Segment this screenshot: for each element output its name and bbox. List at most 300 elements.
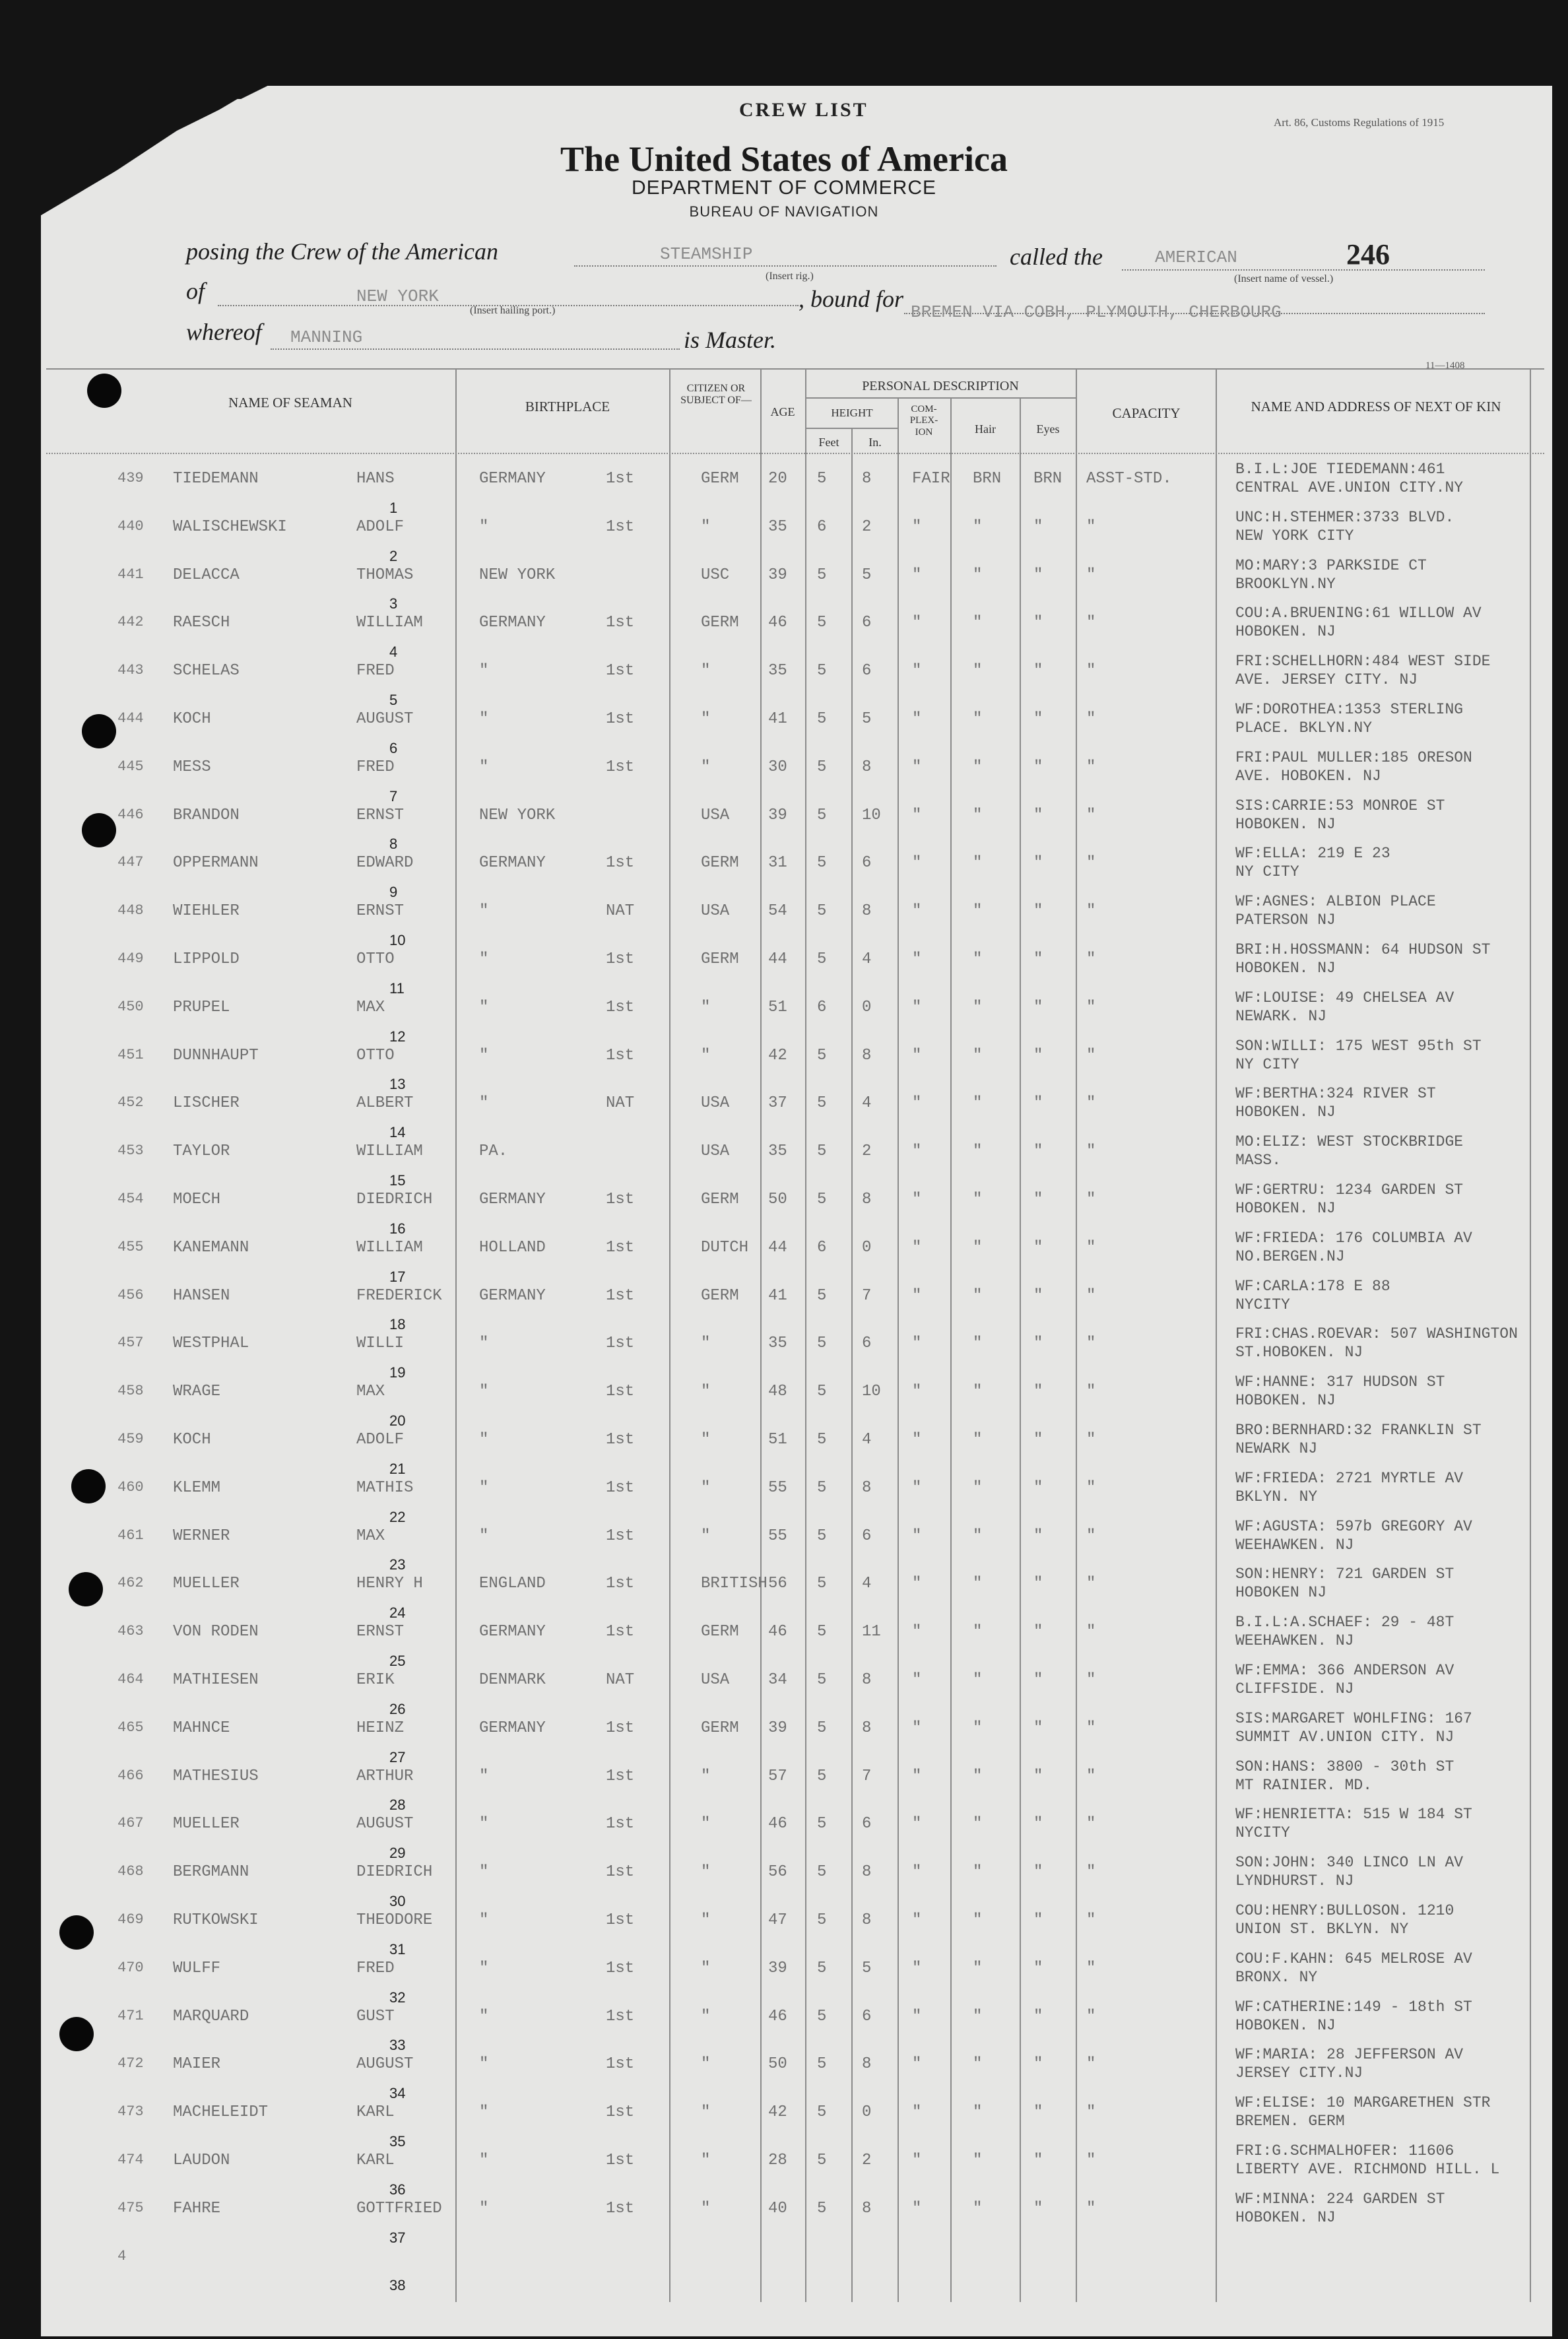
cell-hair: " [973,902,983,921]
cell-cap: " [1086,1191,1096,1208]
col-name-header: NAME OF SEAMAN [228,395,352,411]
cell-kin2: CENTRAL AVE.UNION CITY.NY [1235,479,1464,496]
cell-kin2: NO.BERGEN.NJ [1235,1247,1345,1265]
table-row [0,787,1568,846]
cell-age: 50 [768,2055,787,2074]
cell-kin2: WEEHAWKEN. NJ [1235,1536,1354,1554]
cell-cap: " [1086,1286,1096,1305]
cell-age: 46 [768,2007,787,2026]
cell-birth: " [479,2152,489,2169]
cell-kin1: SON:WILLI: 175 WEST 95th ST [1235,1037,1482,1055]
cell-kin2: NYCITY [1235,1296,1290,1313]
rig-value: STEAMSHIP [660,244,753,264]
cell-eyes: " [1033,566,1043,584]
cell-age: 31 [768,854,787,873]
cell-first: HENRY H [356,1575,423,1593]
cell-cap: " [1086,1383,1096,1401]
cell-cit: GERM [701,614,739,632]
cell-birth: GERMANY [479,470,546,488]
cell-in: 8 [862,1671,872,1689]
cell-comp: " [912,2055,922,2074]
crew-list-label: CREW LIST [739,99,868,121]
cell-last: MARQUARD [173,2007,249,2026]
cell-age: 42 [768,1046,787,1065]
cell-kin1: WF:AGNES: ALBION PLACE [1235,893,1436,911]
cell-kin1: FRI:G.SCHMALHOFER: 11606 [1235,2142,1454,2159]
cell-last: TIEDEMANN [173,470,259,488]
table-row [0,595,1568,653]
cell-cit: DUTCH [701,1238,749,1257]
table-row [0,692,1568,750]
cell-eyes: " [1033,1767,1043,1785]
cell-cls: 1st [606,710,635,728]
cell-hair: " [973,1142,983,1161]
cell-last: VON RODEN [173,1623,259,1641]
bound-for-label: , bound for [799,286,904,312]
table-row [0,2085,1568,2143]
cell-last: MATHIESEN [173,1671,259,1689]
cell-comp: " [912,1671,922,1689]
cell-in: 8 [862,1719,872,1737]
col-height-header: HEIGHT [831,407,873,419]
cell-cit: " [701,2152,711,2169]
cell-in: 8 [862,2199,872,2218]
cell-comp: " [912,1863,922,1882]
cell-cap: " [1086,1094,1096,1113]
cell-kin1: BRO:BERNHARD:32 FRANKLIN ST [1235,1422,1482,1439]
col-feet-header: Feet [818,436,839,449]
cell-kin1: WF:HENRIETTA: 515 W 184 ST [1235,1806,1472,1824]
cell-cls: 1st [606,1815,635,1833]
cell-kin2: JERSEY CITY.NJ [1235,2064,1363,2082]
cell-eyes: " [1033,1863,1043,1882]
cell-last: BERGMANN [173,1863,249,1882]
table-header-rule [46,453,1544,454]
cell-cit: " [701,2103,711,2122]
cell-ft: 5 [817,2199,827,2218]
cell-line-no: 452 [117,1094,144,1111]
cell-first: ADOLF [356,517,405,536]
cell-cls: 1st [606,1286,635,1305]
cell-slot: 25 [389,1653,406,1669]
cell-cit: GERM [701,1719,739,1737]
cell-last: MAIER [173,2055,221,2074]
cell-comp: " [912,1767,922,1785]
table-row [0,1940,1568,1999]
composing-label: posing the Crew of the American [186,238,498,265]
cell-cap: " [1086,614,1096,632]
cell-cls: 1st [606,1527,635,1545]
cell-line-no: 464 [117,1671,144,1688]
cell-in: 8 [862,758,872,776]
cell-birth: " [479,1815,489,1833]
table-row [0,1220,1568,1278]
cell-hair: " [973,710,983,728]
cell-eyes: " [1033,2055,1043,2074]
cell-age: 57 [768,1767,787,1785]
cell-age: 41 [768,1286,787,1305]
cell-first: DIEDRICH [356,1191,433,1208]
table-row [0,499,1568,558]
cell-comp: " [912,1383,922,1401]
cell-birth: ENGLAND [479,1575,546,1593]
cell-hair: " [973,1046,983,1065]
cell-eyes: " [1033,1046,1043,1065]
cell-eyes: " [1033,950,1043,968]
cell-slot: 3 [389,595,398,612]
cell-eyes: " [1033,1575,1043,1593]
cell-slot: 9 [389,884,398,901]
cell-kin2: LIBERTY AVE. RICHMOND HILL. L [1235,2161,1500,2178]
cell-cit: " [701,662,711,680]
cell-kin2: MT RAINIER. MD. [1235,1776,1373,1794]
cell-birth: " [479,710,489,728]
cell-kin2: HOBOKEN. NJ [1235,815,1336,833]
cell-comp: " [912,998,922,1016]
regulation-note: Art. 86, Customs Regulations of 1915 [1274,116,1445,129]
table-row [0,2037,1568,2095]
table-row [0,1076,1568,1134]
cell-in: 6 [862,854,872,873]
cell-hair: " [973,998,983,1016]
cell-ft: 5 [817,1046,827,1065]
cell-cls: 1st [606,1334,635,1353]
cell-ft: 5 [817,614,827,632]
cell-birth: GERMANY [479,1286,546,1305]
cell-age: 42 [768,2103,787,2122]
table-row [0,1460,1568,1519]
cell-slot: 35 [389,2133,406,2150]
cell-slot: 10 [389,932,406,948]
master-rule [271,348,680,350]
cell-cls: 1st [606,758,635,776]
col-citizen-header: CITIZEN OR SUBJECT OF— [680,383,752,407]
cell-in: 8 [862,1863,872,1882]
cell-line-no: 451 [117,1046,144,1063]
cell-line-no: 448 [117,902,144,919]
cell-comp: " [912,1959,922,1977]
cell-eyes: " [1033,1191,1043,1208]
cell-last: RAESCH [173,614,230,632]
cell-comp: " [912,806,922,824]
cell-last: BRANDON [173,806,240,824]
cell-in: 8 [862,1478,872,1497]
cell-cap: " [1086,1527,1096,1545]
cell-first: DIEDRICH [356,1863,433,1882]
cell-line-no: 462 [117,1575,144,1592]
cell-age: 35 [768,517,787,536]
cell-cls: 1st [606,1959,635,1977]
cell-eyes: " [1033,614,1043,632]
cell-kin2: AVE. HOBOKEN. NJ [1235,767,1381,785]
cell-kin1: SIS:MARGARET WOHLFING: 167 [1235,1709,1472,1727]
cell-kin2: HOBOKEN. NJ [1235,1104,1336,1121]
cell-hair: " [973,1671,983,1689]
cell-kin2: HOBOKEN. NJ [1235,2208,1336,2226]
cell-age: 35 [768,662,787,680]
cell-in: 8 [862,1911,872,1929]
cell-first: WILLIAM [356,1142,423,1161]
cell-first: MAX [356,1527,385,1545]
cell-ft: 5 [817,1191,827,1208]
cell-kin1: WF:GERTRU: 1234 GARDEN ST [1235,1181,1464,1199]
cell-birth: " [479,2103,489,2122]
table-row [0,1028,1568,1086]
cell-ft: 5 [817,1719,827,1737]
cell-first: GOTTFRIED [356,2199,442,2218]
cell-slot: 7 [389,787,398,805]
cell-line-no: 441 [117,566,144,583]
cell-eyes: " [1033,1431,1043,1449]
cell-last: DELACCA [173,566,240,584]
cell-line-no: 457 [117,1334,144,1352]
cell-slot: 1 [389,499,398,516]
cell-cit: USA [701,902,730,921]
cell-birth: " [479,1046,489,1065]
cell-line-no: 444 [117,710,144,727]
cell-cit: " [701,2007,711,2026]
cell-birth: DENMARK [479,1671,546,1689]
cell-cit: " [701,998,711,1016]
cell-kin2: BRONX. NY [1235,1968,1318,1986]
cell-ft: 5 [817,2103,827,2122]
cell-hair: " [973,950,983,968]
cell-cap: " [1086,1719,1096,1737]
cell-kin1: WF:BERTHA:324 RIVER ST [1235,1085,1436,1103]
table-row [0,1172,1568,1230]
cell-first: WILLIAM [356,614,423,632]
cell-cls: 1st [606,1478,635,1497]
table-row [0,1748,1568,1807]
cell-comp: " [912,2103,922,2122]
cell-cap: ASST-STD. [1086,470,1172,488]
cell-line-no: 461 [117,1527,144,1544]
cell-line-no: 470 [117,1959,144,1976]
cell-birth: " [479,998,489,1016]
cell-last: LISCHER [173,1094,240,1113]
cell-kin1: WF:HANNE: 317 HUDSON ST [1235,1373,1445,1391]
cell-age: 34 [768,1671,787,1689]
vessel-rule [1122,269,1485,271]
table-row [0,462,1568,510]
cell-comp: " [912,2152,922,2169]
cell-cls: 1st [606,1383,635,1401]
cell-ft: 5 [817,1911,827,1929]
cell-hair: " [973,1238,983,1257]
cell-cit: " [701,1334,711,1353]
cell-first: ADOLF [356,1431,405,1449]
cell-last: MAHNCE [173,1719,230,1737]
cell-hair: BRN [973,470,1002,488]
cell-ft: 5 [817,758,827,776]
cell-age: 35 [768,1334,787,1353]
cell-cls: 1st [606,1046,635,1065]
cell-kin2: HOBOKEN NJ [1235,1584,1327,1602]
cell-eyes: " [1033,2007,1043,2026]
cell-cap: " [1086,1767,1096,1785]
rig-hint: (Insert rig.) [766,271,814,282]
table-row [0,1989,1568,2047]
cell-ft: 5 [817,1671,827,1689]
cell-cap: " [1086,1431,1096,1449]
cell-kin2: HOBOKEN. NJ [1235,1392,1336,1410]
cell-in: 10 [862,1383,881,1401]
cell-in: 7 [862,1286,872,1305]
cell-cls: 1st [606,2055,635,2074]
cell-first: FRED [356,758,395,776]
table-row [0,547,1568,606]
cell-eyes: " [1033,1815,1043,1833]
cell-eyes: " [1033,1959,1043,1977]
cell-kin1: COU:A.BRUENING:61 WILLOW AV [1235,605,1482,622]
cell-cit: BRITISH [701,1575,768,1593]
cell-last: LAUDON [173,2152,230,2169]
cell-cls: 1st [606,950,635,968]
cell-hair: " [973,1911,983,1929]
cell-in: 5 [862,1959,872,1977]
cell-in: 4 [862,1094,872,1113]
cell-in: 8 [862,2055,872,2074]
cell-line-no: 447 [117,854,144,871]
cell-cit: " [701,1911,711,1929]
table-row [0,979,1568,1038]
cell-slot: 22 [389,1508,406,1525]
cell-kin2: LYNDHURST. NJ [1235,1872,1354,1890]
cell-comp: " [912,1719,922,1737]
cell-last: MUELLER [173,1575,240,1593]
cell-slot: 24 [389,1604,406,1622]
cell-line-no: 458 [117,1383,144,1400]
cell-kin2: CLIFFSIDE. NJ [1235,1680,1354,1697]
cell-age: 39 [768,1719,787,1737]
cell-age: 44 [768,1238,787,1257]
cell-cit: " [701,2055,711,2074]
cell-kin1: WF:LOUISE: 49 CHELSEA AV [1235,989,1454,1006]
cell-in: 4 [862,950,872,968]
cell-cit: USA [701,1142,730,1161]
cell-comp: " [912,662,922,680]
cell-age: 46 [768,1623,787,1641]
cell-line-no: 472 [117,2055,144,2072]
cell-age: 30 [768,758,787,776]
cell-birth: " [479,758,489,776]
cell-slot: 16 [389,1220,406,1237]
cell-kin1: WF:EMMA: 366 ANDERSON AV [1235,1662,1454,1679]
table-row [0,739,1568,798]
col-kin-header: NAME AND ADDRESS OF NEXT OF KIN [1251,399,1501,414]
cell-slot: 33 [389,2037,406,2054]
cell-line-no: 469 [117,1911,144,1928]
cell-comp: " [912,1478,922,1497]
cell-cap: " [1086,2007,1096,2026]
cell-eyes: " [1033,1623,1043,1641]
cell-kin2: HOBOKEN. NJ [1235,1200,1336,1217]
cell-kin2: NY CITY [1235,1055,1299,1073]
col-inches-header: In. [868,436,882,449]
cell-in: 0 [862,2103,872,2122]
cell-slot: 17 [389,1268,406,1285]
cell-cit: " [701,1863,711,1882]
table-row [0,932,1568,990]
cell-first: ARTHUR [356,1767,414,1785]
cell-cls: NAT [606,902,635,921]
vessel-hint: (Insert name of vessel.) [1234,273,1334,284]
cell-slot: 12 [389,1028,406,1045]
cell-eyes: " [1033,1671,1043,1689]
cell-kin1: FRI:PAUL MULLER:185 ORESON [1235,748,1472,766]
cell-comp: " [912,1575,922,1593]
cell-eyes: " [1033,1286,1043,1305]
cell-line-no: 443 [117,662,144,679]
cell-birth: " [479,517,489,536]
cell-birth: NEW YORK [479,806,556,824]
cell-eyes: " [1033,1383,1043,1401]
cell-cap: " [1086,710,1096,728]
cell-in: 6 [862,2007,872,2026]
cell-line-no: 474 [117,2152,144,2168]
cell-in: 8 [862,1046,872,1065]
cell-age: 46 [768,614,787,632]
cell-ft: 5 [817,2152,827,2169]
cell-hair: " [973,1863,983,1882]
whereof-label: whereof [186,319,262,345]
cell-ft: 5 [817,1431,827,1449]
cell-first: MATHIS [356,1478,414,1497]
cell-cls: 1st [606,1623,635,1641]
table-row [0,1268,1568,1327]
cell-cls: 1st [606,1863,635,1882]
cell-slot: 27 [389,1748,406,1765]
cell-in: 11 [862,1623,881,1641]
cell-birth: GERMANY [479,1719,546,1737]
cell-kin2: UNION ST. BKLYN. NY [1235,1921,1409,1938]
master-value: MANNING [290,327,363,347]
cell-kin1: WF:CARLA:178 E 88 [1235,1277,1390,1295]
cell-comp: " [912,710,922,728]
cell-kin1: B.I.L:A.SCHAEF: 29 - 48T [1235,1614,1454,1631]
cell-cap: " [1086,902,1096,921]
cell-kin1: SON:JOHN: 340 LINCO LN AV [1235,1854,1464,1872]
cell-kin2: WEEHAWKEN. NJ [1235,1632,1354,1650]
col-eyes-header: Eyes [1036,422,1060,436]
cell-cap: " [1086,1334,1096,1353]
cell-eyes: " [1033,1719,1043,1737]
cell-kin2: NEWARK. NJ [1235,1007,1327,1025]
cell-ft: 5 [817,1863,827,1882]
cell-hair: " [973,2103,983,2122]
cell-eyes: " [1033,998,1043,1016]
cell-first: EDWARD [356,854,414,873]
cell-line-no: 459 [117,1431,144,1447]
cell-eyes: " [1033,662,1043,680]
cell-birth: " [479,1478,489,1497]
cell-hair: " [973,2055,983,2074]
cell-cap: " [1086,1575,1096,1593]
cell-slot: 14 [389,1124,406,1141]
cell-first: ERIK [356,1671,395,1689]
cell-kin1: COU:HENRY:BULLOSON. 1210 [1235,1902,1454,1919]
cell-comp: FAIR [912,470,950,488]
cell-line-no: 471 [117,2007,144,2024]
cell-ft: 5 [817,662,827,680]
cell-kin1: MO:ELIZ: WEST STOCKBRIDGE [1235,1133,1464,1151]
cell-birth: " [479,1863,489,1882]
cell-cit: GERM [701,854,739,873]
table-row [0,2181,1568,2239]
cell-slot: 2 [389,547,398,564]
cell-hair: " [973,2007,983,2026]
cell-slot: 28 [389,1796,406,1814]
